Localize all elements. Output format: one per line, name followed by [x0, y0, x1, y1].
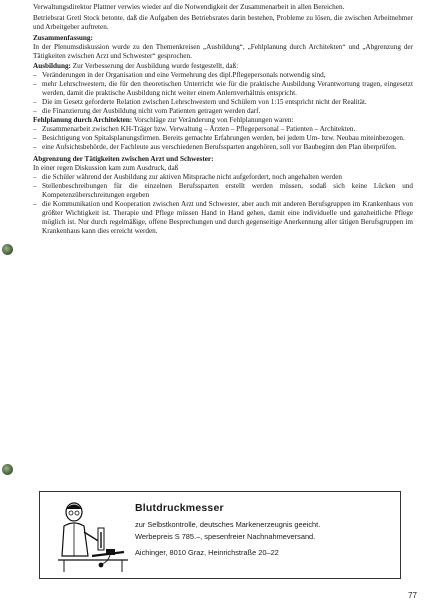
- paragraph: [33, 62, 413, 71]
- paragraph: [33, 116, 413, 125]
- inline-heading: Ausbildung:: [33, 61, 71, 70]
- ad-title: Blutdruckmesser: [135, 502, 224, 514]
- paragraph: Verwaltungsdirektor Plattner verwies wieder auf die Notwendigkeit der Zusammenarbeit in allen Bereichen.: [33, 3, 345, 11]
- section-heading: Zusammenfassung:: [33, 34, 93, 43]
- inline-text: Zur Verbesserung der Ausbildung wurde festgestellt, daß:: [70, 61, 239, 70]
- binder-hole: [2, 244, 13, 255]
- list-item: – die Schüler während der Ausbildung zur aktiven Mitsprache nicht aufgefordert, noch angehalten werden: [33, 173, 413, 182]
- article-body: [33, 3, 413, 236]
- paragraph: Betriebsrat Gretl Stock betonte, daß die Aufgaben des Betriebsrates darin bestehen, Probleme zu lösen, die zwischen Arbeitnehmer und Arbeitgeber auftreten.: [33, 14, 413, 32]
- page-number: 77: [408, 591, 417, 600]
- ad-line: zur Selbstkontrolle, deutsches Markenerzeugnis geeicht.: [135, 520, 321, 529]
- list-item: – Veränderungen in der Organisation und eine Vermehrung des dipl.Pflegepersonals notwendig sind,: [33, 71, 413, 80]
- list-item: – mehr Lehrschwestern, die für den theoretischen Unterricht wie für die praktische Ausbildung Verantwortung tragen, eingesetzt werden, damit die praktische Ausbildung nicht weiter einem Anlernverhältnis entspricht.: [33, 80, 413, 98]
- list-item: – Zusammenarbeit zwischen KH-Träger bzw. Verwaltung – Ärzten – Pflegepersonal – Patienten – Architekten.: [33, 125, 413, 134]
- bullet-list: [33, 125, 413, 152]
- ad-line: Werbepreis S 785.–, spesenfreier Nachnahmeversand.: [135, 532, 316, 541]
- list-item: – eine Aufsichtsbehörde, der Fachleute aus verschiedenen Berufssparten angehören, soll vor Baubeginn den Plan überprüfen.: [33, 143, 413, 152]
- list-item: – die Kommunikation und Kooperation zwischen Arzt und Schwester, aber auch mit anderen Berufsgruppen im Krankenhaus von größter Wichtigkeit ist. Therapie und Pflege müssen Hand in Hand gehen, damit eine individuelle und ganzheitliche Pflege möglich ist. Nur durch regelmäßige, offene Besprechungen und durch gegenseitige Anerkennung aller tätigen Berufsgruppen im Krankenhaus kann dies erreicht werden.: [33, 200, 413, 236]
- section-heading: Abgrenzung der Tätigkeiten zwischen Arzt und Schwester:: [33, 154, 214, 163]
- list-item: – Die im Gesetz geforderte Relation zwischen Lehrschwestern und Schülern von 1:15 entspricht nicht der Realität.: [33, 98, 413, 107]
- doctor-measuring-blood-pressure-illustration: [52, 498, 130, 574]
- ad-text: [135, 519, 395, 559]
- bullet-list: [33, 173, 413, 237]
- list-item: – Stellenbeschreibungen für die einzelnen Berufssparten erstellt werden müssen, sodaß sich keine Lücken und Kompetenzüberschreitungen ergeben: [33, 182, 413, 200]
- advertisement-box: [39, 491, 401, 579]
- paragraph: In einer regen Diskussion kam zum Ausdruck, daß: [33, 163, 179, 172]
- binder-hole: [2, 464, 13, 475]
- list-item: – die Finanzierung der Ausbildung nicht vom Patienten getragen werden darf.: [33, 107, 413, 116]
- inline-text: Vorschläge zur Veränderung von Fehlplanungen waren:: [132, 116, 294, 125]
- bullet-list: [33, 71, 413, 116]
- ad-address: Aichinger, 8010 Graz, Heinrichstraße 20–22: [135, 548, 279, 557]
- inline-heading: Fehlplanung durch Architekten:: [33, 116, 133, 125]
- list-item: – Besichtigung von Spitalsplanungsfirmen. Bereits gemachte Erfahrungen werden, bei jedem Um- bzw. Neubau miteinbezogen.: [33, 134, 413, 143]
- paragraph: In der Plenumsdiskussion wurde zu den Themenkreisen „Ausbildung“, „Fehlplanung durch Architekten“ und „Abgrenzung der Tätigkeiten zwischen Arzt und Schwester“ gesprochen.: [33, 43, 413, 61]
